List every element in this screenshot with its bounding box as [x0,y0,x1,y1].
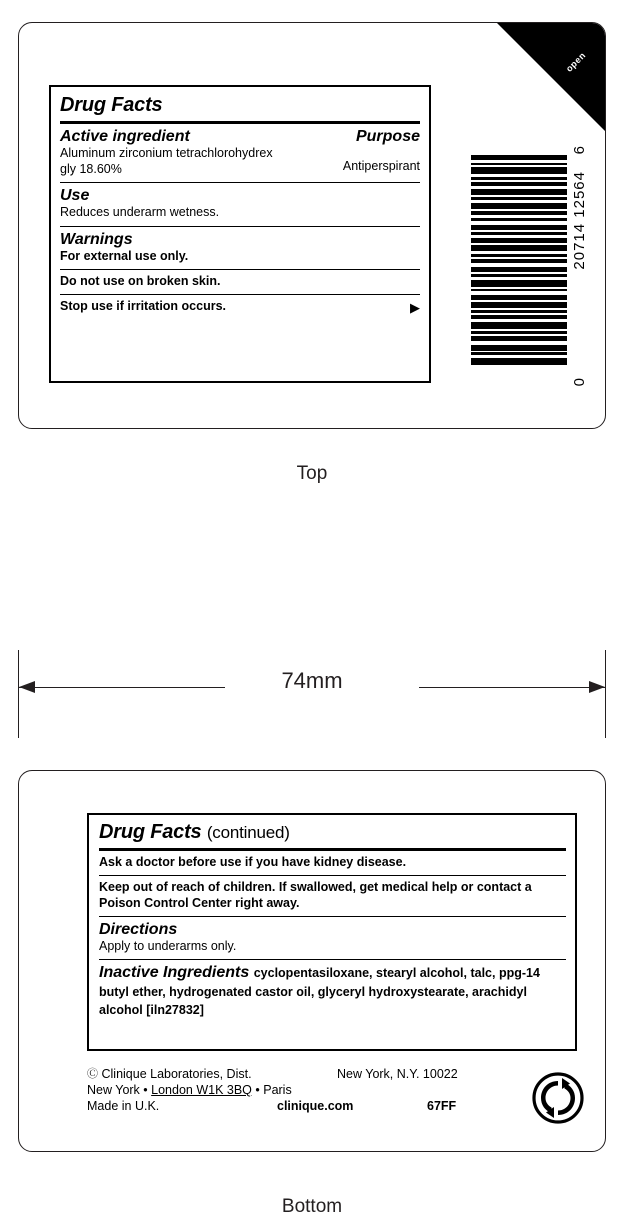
section-heading-use: Use [60,186,90,204]
bottom-panel-caption: Bottom [281,1196,343,1217]
warning-external-use-text: For external use only. [60,248,189,263]
drug-facts-title: Drug Facts [60,94,163,116]
rule-thin [99,875,566,876]
top-label-panel [18,22,606,429]
footer-block [87,1066,587,1138]
barcode-digit-left: 0 [571,376,588,386]
footer-cities-line [87,1082,292,1098]
footer-london-address: London W1K 3BQ [151,1083,252,1098]
directions-text: Apply to underarms only. [99,939,237,954]
rule-thin [60,182,420,183]
use-text: Reduces underarm wetness. [60,205,220,220]
drug-facts-title-continued [99,821,566,843]
dimension-indicator [18,650,606,745]
drug-facts-title-text: Drug Facts [99,821,202,843]
footer-company-text: Clinique Laboratories, Dist. [101,1067,252,1081]
rule-thick [60,121,420,124]
inactive-ingredients-text: cyclopentasiloxane, stearyl alcohol, talc, ppg-14 butyl ether, hydrogenated castor oil, glyceryl hydroxystearate, arachidyl alcohol [iln27832] [99,966,540,1017]
barcode-digits-main: 20714 12564 [571,171,588,270]
warning-keep-out-of-reach-text: Keep out of reach of children. If swallowed, get medical help or contact a Poison Control Center right away. [99,880,532,910]
open-flag-label: open [563,50,588,74]
rule-thick [99,848,566,851]
footer-website[interactable]: clinique.com [277,1099,354,1114]
warning-broken-skin-text: Do not use on broken skin. [60,274,221,289]
purpose-text: Antiperspirant [342,159,420,174]
rule-thin [60,294,420,295]
footer-made-in: Made in U.K. [87,1099,160,1114]
open-corner-flag [497,23,605,131]
footer-cities-prefix: New York • [87,1083,152,1098]
rule-thin [60,226,420,227]
warning-stop-use-text: Stop use if irritation occurs. [60,299,226,314]
rule-thin [99,916,566,917]
section-heading-active-ingredient: Active ingredient [60,128,190,145]
continuation-arrow-icon: ▶ [410,299,420,315]
bottom-label-panel [18,770,606,1152]
drug-facts-box-top [49,85,431,383]
drug-facts-continued-text: (continued) [206,823,290,842]
footer-company-line [87,1066,337,1082]
section-heading-warnings: Warnings [60,230,133,248]
dimension-label: 74mm [281,668,343,693]
top-panel-caption: Top [296,463,328,484]
active-ingredient-text: Aluminum zirconium tetrachlorohydrex gly 18.60% [60,146,273,176]
barcode-bars [471,155,567,365]
dimension-tick-right [605,650,606,738]
rule-thin [60,269,420,270]
rule-thin [99,959,566,960]
section-heading-purpose: Purpose [355,128,420,145]
footer-code: 67FF [427,1099,457,1114]
footer-city-zip: New York, N.Y. 10022 [337,1067,458,1081]
barcode [471,143,591,388]
warning-kidney-disease-text: Ask a doctor before use if you have kidney disease. [99,855,407,869]
section-heading-directions: Directions [99,920,178,938]
inactive-ingredients-block [99,964,566,1018]
barcode-digit-right: 6 [571,145,588,155]
recycle-icon [532,1072,584,1124]
copyright-icon: Ⓒ [87,1068,98,1080]
dimension-tick-left [18,650,19,738]
section-heading-inactive-ingredients: Inactive Ingredients [99,964,250,982]
footer-cities-suffix: • Paris [251,1083,292,1098]
barcode-digits [569,143,591,388]
drug-facts-box-bottom [87,813,577,1051]
